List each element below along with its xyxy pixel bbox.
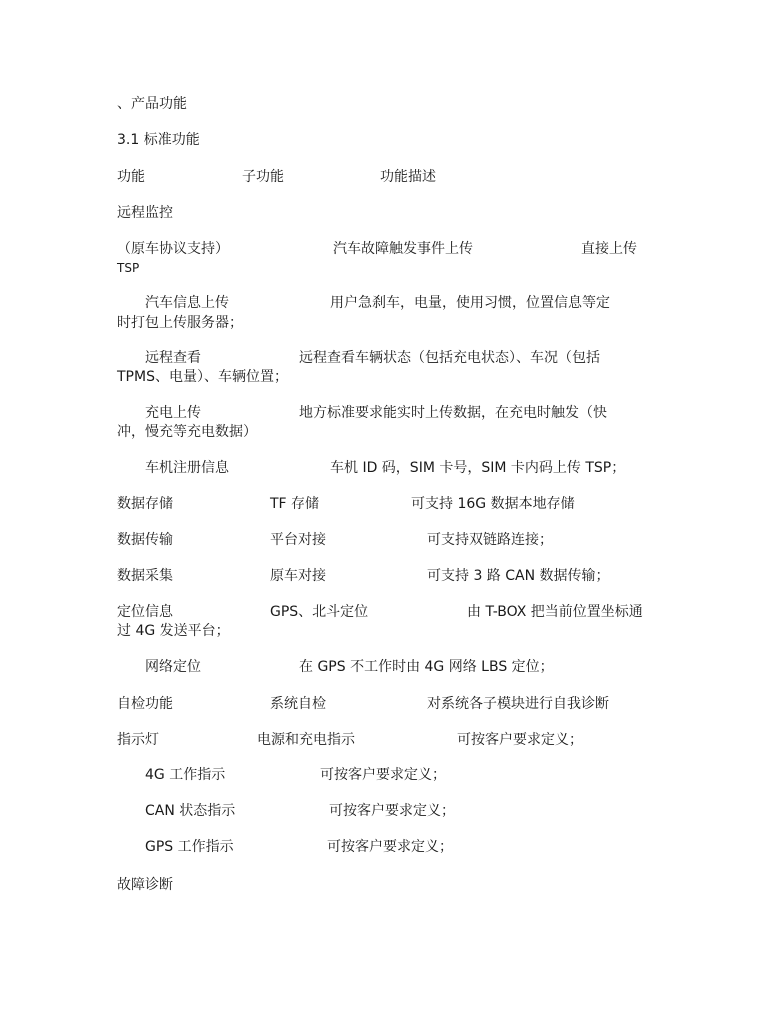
header-subfunction: 子功能 [242,169,284,185]
storage-subfunction: TF 存储 [270,496,320,512]
indgps-description: 可按客户要求定义； [327,839,453,855]
position-wrap: 过 4G 发送平台； [117,623,230,639]
remote-monitor-label: 远程监控 [117,205,173,221]
remote-view-description: 远程查看车辆状态（包括充电状态）、车况（包括 [299,350,600,366]
transfer-subfunction: 平台对接 [270,532,326,548]
collect-label: 数据采集 [117,568,173,584]
oem-protocol-subfunction: 汽车故障触发事件上传 [333,241,473,257]
position-subfunction: GPS、北斗定位 [270,604,369,620]
charge-upload-wrap: 冲，慢充等充电数据） [117,424,257,440]
selftest-label: 自检功能 [117,696,173,712]
transfer-description: 可支持双链路连接； [427,532,553,548]
section-heading: 、产品功能 [117,96,187,112]
header-function: 功能 [117,169,145,185]
indcan-label: CAN 状态指示 [145,803,236,819]
reg-info-description: 车机 ID 码，SIM 卡号，SIM 卡内码上传 TSP； [330,460,626,476]
ind4g-label: 4G 工作指示 [145,767,226,783]
remote-view-label: 远程查看 [145,350,201,366]
oem-protocol-wrap: TSP [117,261,140,275]
info-upload-wrap: 时打包上传服务器； [117,315,243,331]
indgps-label: GPS 工作指示 [145,839,234,855]
oem-protocol-label: （原车协议支持） [117,241,229,257]
info-upload-label: 汽车信息上传 [145,295,229,311]
reg-info-label: 车机注册信息 [145,460,229,476]
charge-upload-description: 地方标准要求能实时上传数据，在充电时触发（快 [299,405,607,421]
remote-view-wrap: TPMS、电量）、车辆位置； [117,369,288,385]
header-description: 功能描述 [380,169,436,185]
position-label: 定位信息 [117,604,173,620]
charge-upload-label: 充电上传 [145,405,201,421]
indicator-label: 指示灯 [117,732,159,748]
storage-description: 可支持 16G 数据本地存储 [411,496,575,512]
transfer-label: 数据传输 [117,532,173,548]
storage-label: 数据存储 [117,496,173,512]
selftest-description: 对系统各子模块进行自我诊断 [427,696,609,712]
info-upload-description: 用户急刹车，电量，使用习惯，位置信息等定 [330,295,610,311]
indcan-description: 可按客户要求定义； [329,803,455,819]
selftest-subfunction: 系统自检 [270,696,326,712]
indicator-subfunction: 电源和充电指示 [257,732,355,748]
collect-subfunction: 原车对接 [270,568,326,584]
oem-protocol-description: 直接上传 [581,241,637,257]
fault-diag-label: 故障诊断 [117,877,173,893]
position-description: 由 T-BOX 把当前位置坐标通 [467,604,643,620]
subsection-heading: 3.1 标准功能 [117,132,200,148]
ind4g-description: 可按客户要求定义； [320,767,446,783]
netpos-label: 网络定位 [145,659,201,675]
indicator-description: 可按客户要求定义； [457,732,583,748]
netpos-description: 在 GPS 不工作时由 4G 网络 LBS 定位； [299,659,554,675]
collect-description: 可支持 3 路 CAN 数据传输； [427,568,610,584]
